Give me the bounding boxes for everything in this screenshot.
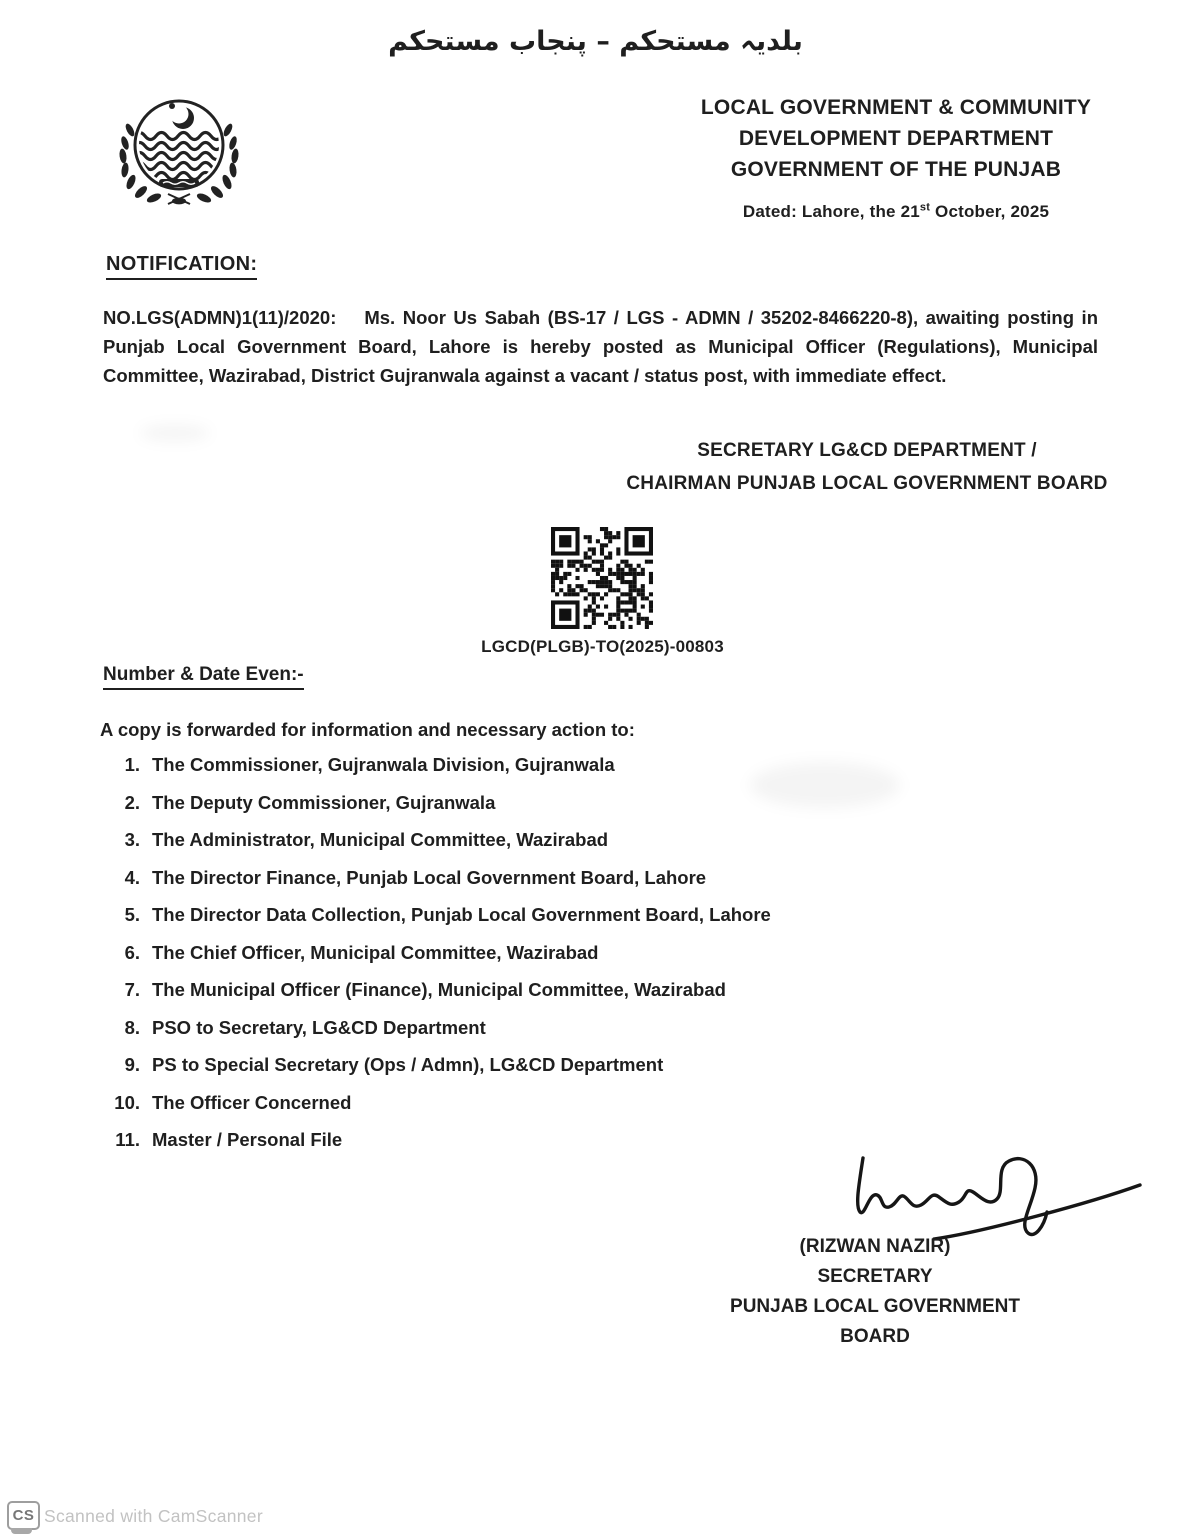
signatory-designation: SECRETARY [817,1266,933,1287]
recipient-text: The Commissioner, Gujranwala Division, Gujranwala [152,754,615,775]
recipient-row [100,828,880,852]
recipient-text: The Deputy Commissioner, Gujranwala [152,791,496,813]
camscanner-cs-icon-tab [11,1528,32,1534]
recipient-text: PSO to Secretary, LG&CD Department [152,1016,486,1038]
punjab-crest-icon [100,86,258,208]
recipient-row [100,791,880,815]
department-name-line2: DEVELOPMENT DEPARTMENT [738,127,1054,150]
department-header [698,92,1094,222]
notification-body [103,303,1098,390]
recipient-text: The Administrator, Municipal Committee, Wazirabad [152,829,609,850]
recipient-row [100,1091,880,1115]
signature-block [700,1232,1050,1352]
signatory-title [617,434,1117,500]
recipient-text: The Director Data Collection, Punjab Local Government Board, Lahore [152,904,771,925]
signatory-title-line2: CHAIRMAN PUNJAB LOCAL GOVERNMENT BOARD [626,473,1108,494]
camscanner-cs-icon: CS [7,1501,40,1530]
recipient-number: 2. [124,791,140,813]
recipient-number: 3. [124,829,140,850]
signatory-name: (RIZWAN NAZIR) [799,1236,951,1257]
recipient-number: 6. [124,941,140,963]
recipient-number: 11. [115,1129,140,1150]
signatory-organization: PUNJAB LOCAL GOVERNMENT BOARD [730,1296,1020,1347]
urdu-motto: بلدیہ مستحکم – پنجاب مستحکم [388,26,803,57]
department-name-line1: LOCAL GOVERNMENT & COMMUNITY [700,96,1092,119]
qr-code-icon [551,527,653,629]
recipients-list [100,753,880,1166]
recipient-number: 10. [114,1091,140,1113]
recipient-row [100,866,880,890]
recipient-row [100,941,880,965]
recipient-number: 8. [124,1016,140,1038]
notification-body-text: Ms. Noor Us Sabah (BS-17 / LGS - ADMN / 35202-8466220-8), awaiting posting in Punjab Local Government Board, Lahore is hereby posted as Municipal Officer (Regulations), Municipal Committee, Wazirabad, District Gujranwala against a vacant / status post, with immediate effect. [103,307,1098,386]
document-number: LGCD(PLGB)-TO(2025)-00803 [481,637,724,656]
notification-heading: NOTIFICATION: [106,253,257,280]
recipient-number: 1. [124,754,140,775]
department-name-line3: GOVERNMENT OF THE PUNJAB [730,158,1062,181]
recipient-row [100,1128,880,1152]
recipient-text: The Officer Concerned [152,1091,352,1113]
scan-smudge [140,425,210,441]
dated-line: Dated: Lahore, the 21st October, 2025 [742,201,1050,221]
recipient-number: 4. [124,866,140,888]
copy-intro: A copy is forwarded for information and necessary action to: [100,719,635,740]
signatory-title-line1: SECRETARY LG&CD DEPARTMENT / [697,440,1037,461]
recipient-row [100,1053,880,1077]
recipient-row [100,753,880,777]
recipient-text: The Director Finance, Punjab Local Government Board, Lahore [152,866,707,888]
recipient-text: The Chief Officer, Municipal Committee, Wazirabad [152,941,599,963]
recipient-number: 5. [124,904,140,925]
recipient-text: PS to Special Secretary (Ops / Admn), LG&CD Department [152,1054,664,1075]
recipient-row [100,903,880,927]
recipient-text: The Municipal Officer (Finance), Municipal Committee, Wazirabad [152,979,726,1000]
recipient-number: 9. [124,1054,140,1075]
recipient-number: 7. [124,979,140,1000]
recipient-row [100,1016,880,1040]
recipient-text: Master / Personal File [152,1129,343,1150]
notification-ref-no: NO.LGS(ADMN)1(11)/2020: [103,307,337,328]
camscanner-watermark: Scanned with CamScanner [44,1506,263,1526]
recipient-row [100,978,880,1002]
number-date-heading: Number & Date Even:- [103,664,304,690]
